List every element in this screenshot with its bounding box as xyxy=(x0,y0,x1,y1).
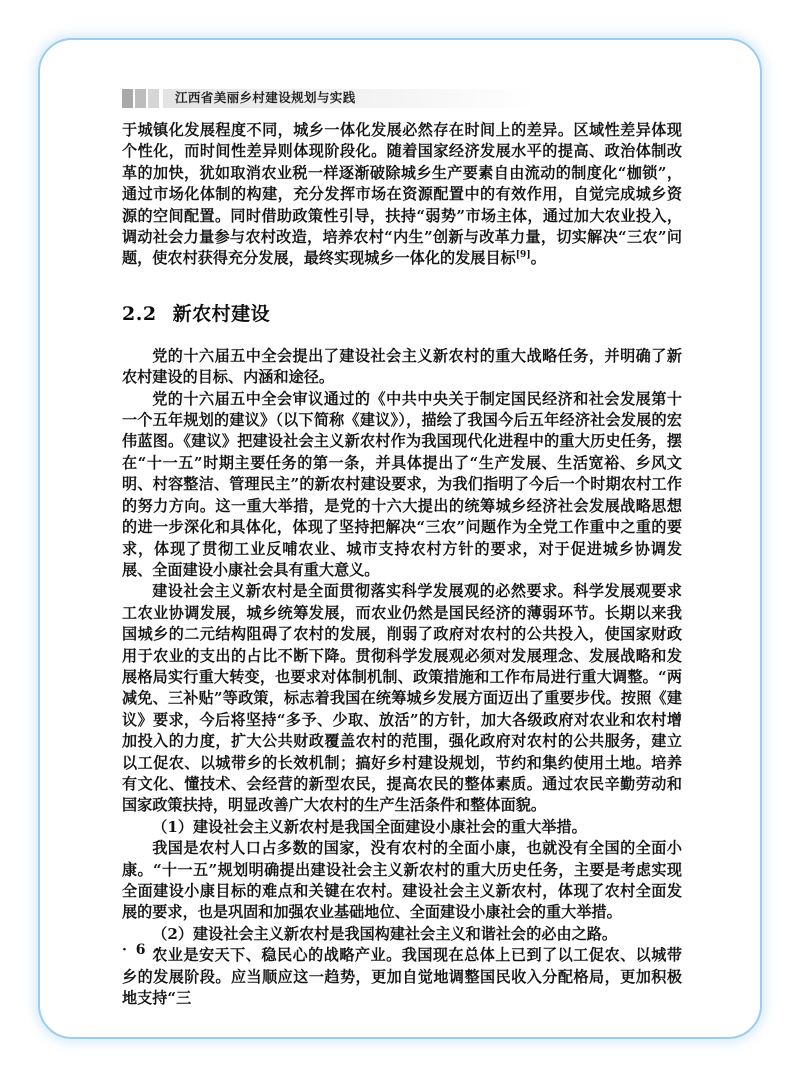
list-item: （2）建设社会主义新农村是我国构建社会主义和谐社会的必由之路。 xyxy=(152,924,618,943)
footnote-reference-9: [9] xyxy=(515,250,531,261)
body-text-column xyxy=(122,120,682,1009)
paragraph: 党的十六届五中全会审议通过的《中共中央关于制定国民经济和社会发展第十一个五年规划的建议》（以下简称《建议》），描绘了我国今后五年经济社会发展的宏伟蓝图。《建议》把建设社会主义新农村作为我国现代化进程中的重大历史任务，摆在“十一五”时期主要任务的第一条，并具体提出了“生产发展、生活宽裕、乡风文明、村容整洁、管理民主”的新农村建设要求，为我们指明了今后一个时期农村工作的努力方向。这一重大举措，是党的十六大提出的统筹城乡经济社会发展战略思想的进一步深化和具体化，体现了坚持把解决“三农”问题作为全党工作重中之重的要求，体现了贯彻工业反哺农业、城市支持农村方针的要求，对于促进城乡协调发展、全面建设小康社会具有重大意义。 xyxy=(122,389,682,579)
paragraph: 我国是农村人口占多数的国家，没有农村的全面小康，也就没有全国的全面小康。“十一五”规划明确提出建设社会主义新农村的重大历史任务，主要是考虑实现全面建设小康目标的难点和关键在农村。建设社会主义新农村，体现了农村全面发展的要求，也是巩固和加强农业基础地位、全面建设小康社会的重大举措。 xyxy=(122,839,682,922)
header-bar-3 xyxy=(148,89,159,108)
list-item: （1）建设社会主义新农村是我国全面建设小康社会的重大举措。 xyxy=(152,817,587,836)
paragraph-continued-text: 于城镇化发展程度不同，城乡一体化发展必然存在时间上的差异。区域性差异体现个性化，而时间性差异则体现阶段化。随着国家经济发展水平的提高、政治体制改革的加快，犹如取消农业税一样逐渐破除城乡生产要素自由流动的制度化“枷锁”，通过市场化体制的构建，充分发挥市场在资源配置中的有效作用，自觉完成城乡资源的空间配置。同时借助政策性引导，扶持“弱势”市场主体，通过加大农业投入，调动社会力量参与农村改造，培养农村“内生”创新与改革力量，切实解决“三农”问题，使农村获得充分发展，最终实现城乡一体化的发展目标 xyxy=(122,121,682,268)
spacer-below-heading xyxy=(122,326,682,346)
header-decoration-bars xyxy=(122,89,159,108)
page-number: · 6 · xyxy=(122,942,162,958)
paragraph: 建设社会主义新农村是全面贯彻落实科学发展观的必然要求。科学发展观要求工农业协调发展，城乡统筹发展，而农业仍然是国民经济的薄弱环节。长期以来我国城乡的二元结构阻碍了农村的发展，削弱了政府对农村的公共投入，使国家财政用于农业的支出的占比不断下降。贯彻科学发展观必须对发展理念、发展战略和发展格局实行重大转变，也要求对体制机制、政策措施和工作布局进行重大调整。“两减免、三补贴”等政策，标志着我国在统筹城乡发展方面迈出了重要步伐。按照《建议》要求，今后将坚持“多予、少取、放活”的方针，加大各级政府对农业和农村增加投入的力度，扩大公共财政覆盖农村的范围，强化政府对农村的公共服务，建立以工促农、以城带乡的长效机制；搞好乡村建设规划，节约和集约使用土地。培养有文化、懂技术、会经营的新型农民，提高农民的整体素质。通过农民辛勤劳动和国家政策扶持，明显改善广大农村的生产生活条件和整体面貌。 xyxy=(122,582,682,815)
paragraph-continued xyxy=(122,120,682,270)
book-title: 江西省美丽乡村建设规划与实践 xyxy=(175,90,356,105)
header-bar-2 xyxy=(135,89,146,108)
paragraph: 党的十六届五中全会提出了建设社会主义新农村的重大战略任务，并明确了新农村建设的目标、内涵和途径。 xyxy=(122,346,682,387)
running-header xyxy=(122,86,682,112)
section-title: 新农村建设 xyxy=(172,302,271,325)
header-bar-1 xyxy=(122,89,133,108)
paragraph: 农业是安天下、稳民心的战略产业。我国现在总体上已到了以工促农、以城带乡的发展阶段。应当顺应这一趋势，更加自觉地调整国民收入分配格局，更加积极地支持“三 xyxy=(122,946,682,1008)
section-heading-2-2 xyxy=(122,299,682,326)
spacer-above-heading xyxy=(122,270,682,299)
paragraph-continued-tail: 。 xyxy=(530,249,546,268)
section-number: 2.2 xyxy=(122,302,157,325)
